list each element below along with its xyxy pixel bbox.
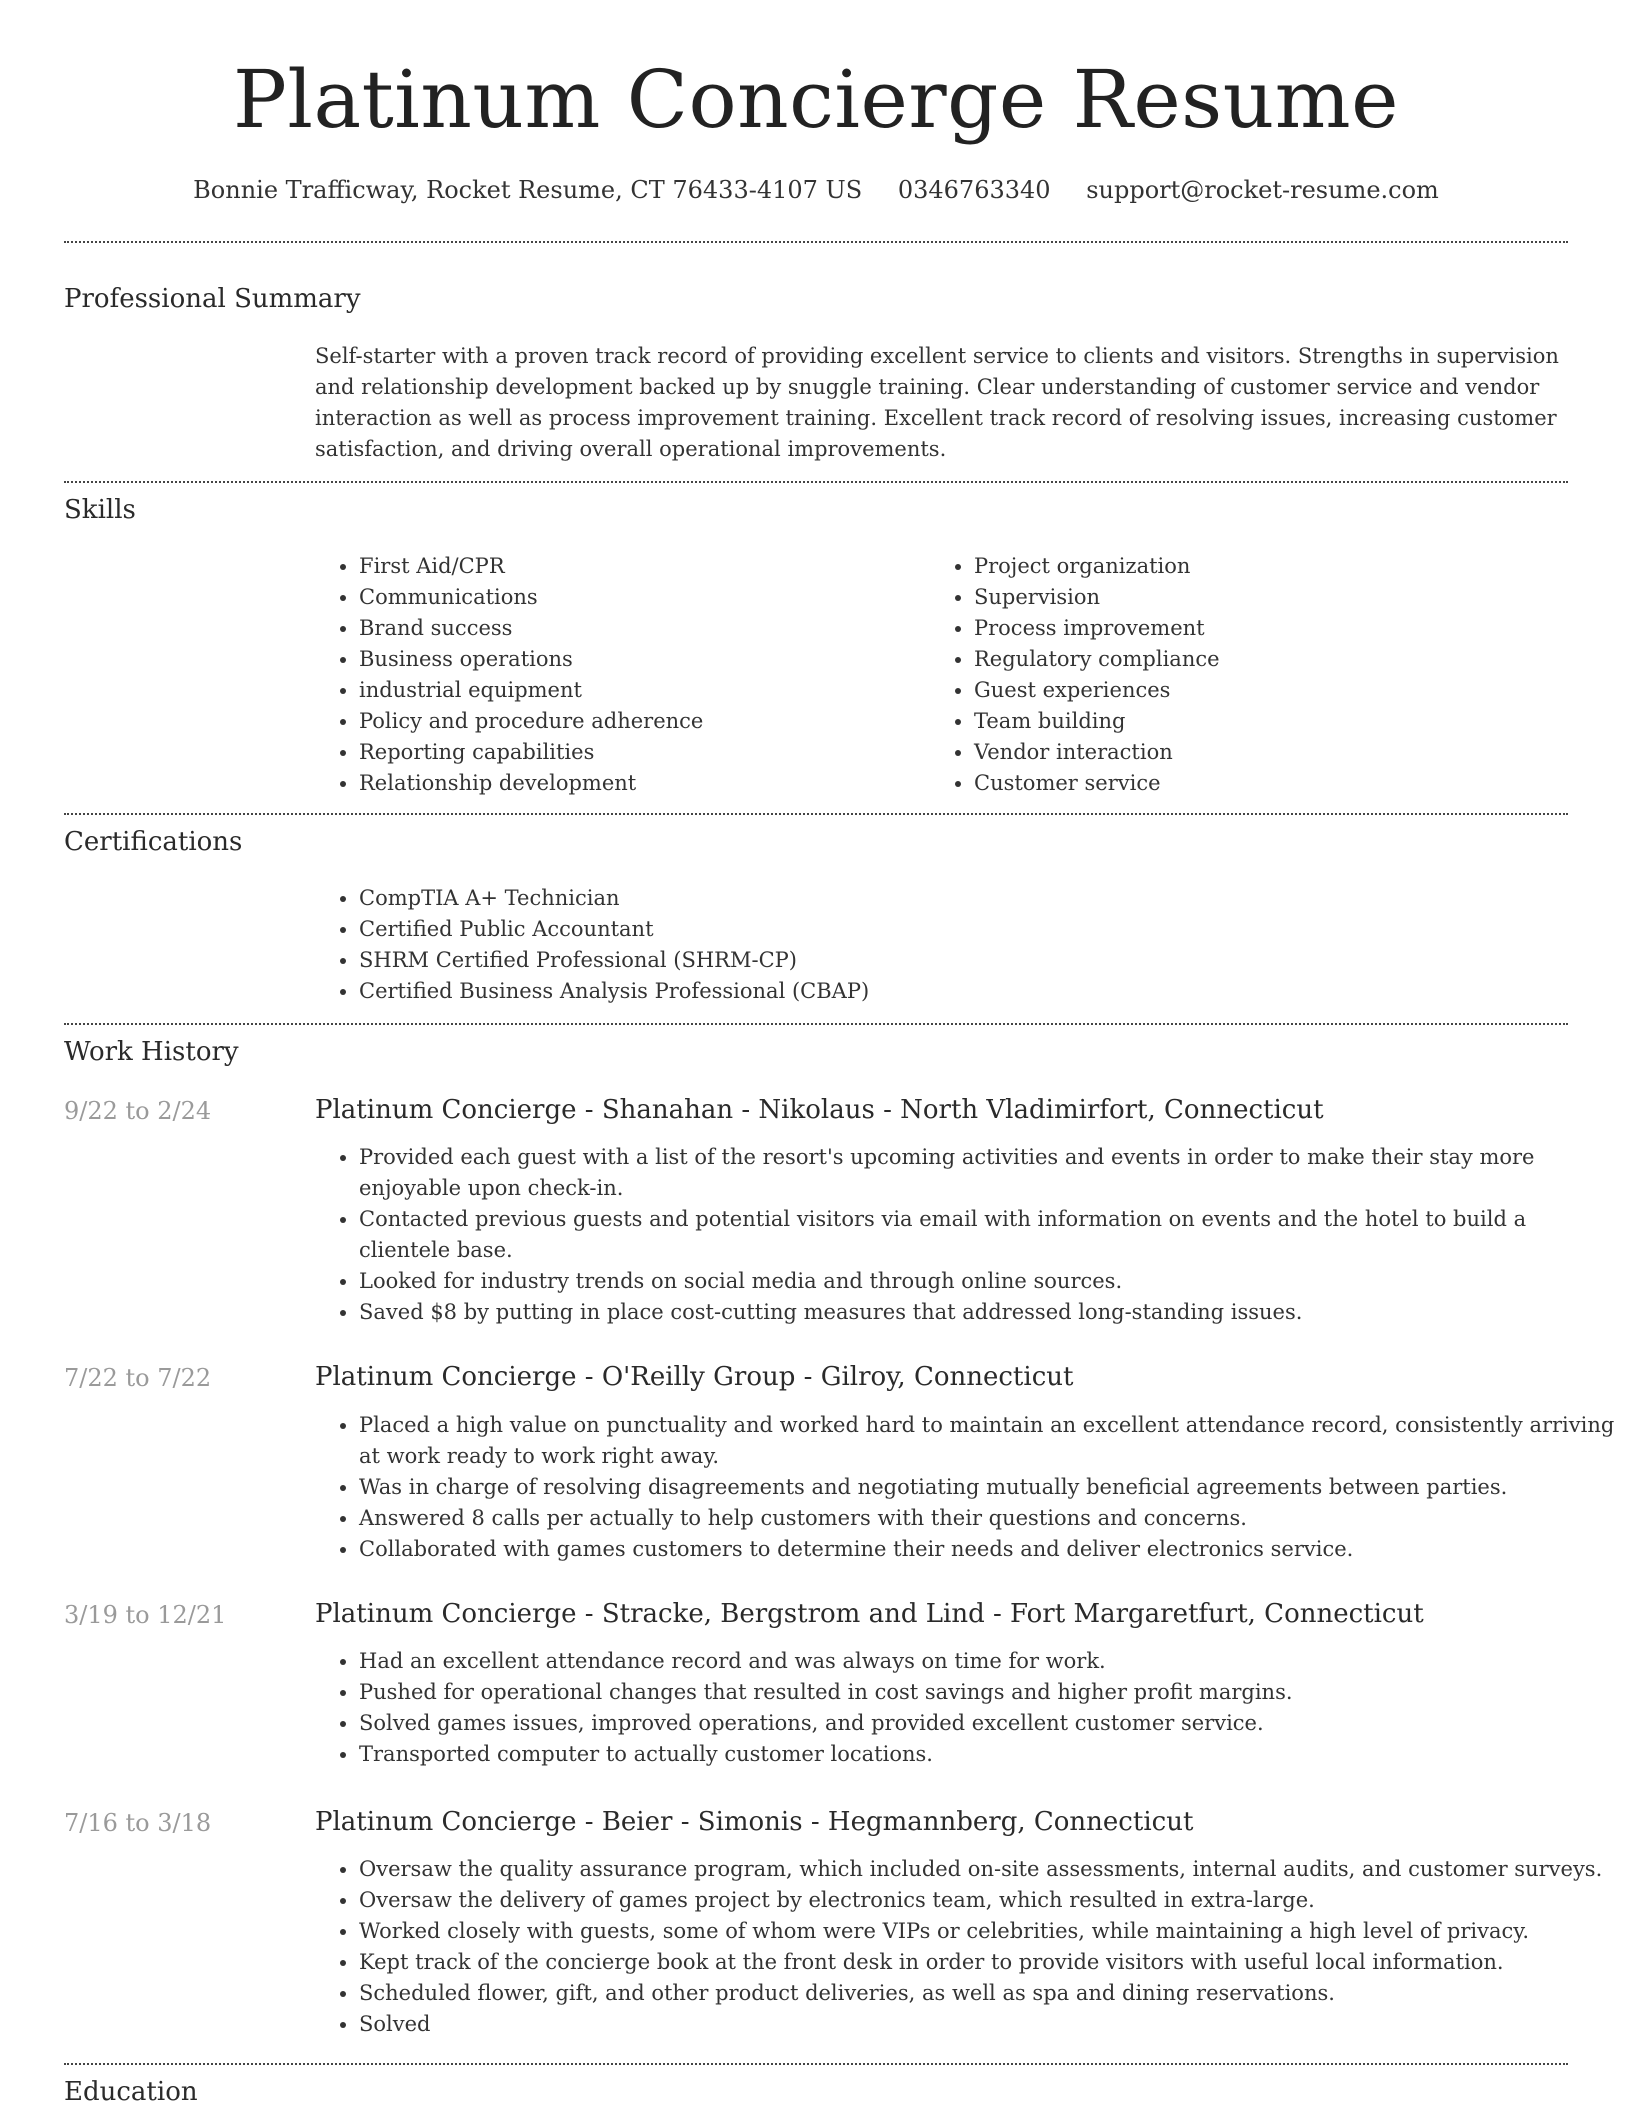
divider (64, 481, 1568, 483)
list-item: • Was in charge of resolving disagreements and negotiating mutually beneficial agreements between parties. (359, 1472, 1619, 1503)
address: Bonnie Trafficway, Rocket Resume, CT 76433-4107 US (193, 176, 863, 204)
list-item: • Pushed for operational changes that resulted in cost savings and higher profit margins. (359, 1677, 1619, 1708)
job-dates: 9/22 to 2/24 (64, 1097, 212, 1125)
section-title-education: Education (64, 2077, 198, 2107)
job-dates: 7/22 to 7/22 (64, 1364, 212, 1392)
job-bullets (315, 1410, 1619, 1565)
list-item: • First Aid/CPR (359, 551, 919, 582)
list-item: • Reporting capabilities (359, 737, 919, 768)
list-item: • Saved $8 by putting in place cost-cutting measures that addressed long-standing issues. (359, 1297, 1619, 1328)
skills-list-left (315, 551, 919, 799)
job-title: Platinum Concierge - Shanahan - Nikolaus - North Vladimirfort, Connecticut (315, 1095, 1324, 1125)
list-item: • Team building (974, 706, 1574, 737)
list-item: • industrial equipment (359, 675, 919, 706)
list-item: • Process improvement (974, 613, 1574, 644)
list-item: • Business operations (359, 644, 919, 675)
list-item: • Worked closely with guests, some of whom were VIPs or celebrities, while maintaining a high level of privacy. (359, 1916, 1619, 1947)
list-item: • Policy and procedure adherence (359, 706, 919, 737)
list-item: • Certified Public Accountant (359, 914, 1559, 945)
job-bullets (315, 1854, 1619, 2040)
list-item: • Oversaw the delivery of games project by electronics team, which resulted in extra-large. (359, 1885, 1619, 1916)
list-item: • Brand success (359, 613, 919, 644)
list-item: • Guest experiences (974, 675, 1574, 706)
certifications-list (315, 883, 1559, 1007)
job-bullets (315, 1646, 1619, 1770)
list-item: • Oversaw the quality assurance program, which included on-site assessments, internal audits, and customer surveys. (359, 1854, 1619, 1885)
list-item: • Communications (359, 582, 919, 613)
list-item: • Relationship development (359, 768, 919, 799)
section-title-summary: Professional Summary (64, 284, 361, 314)
job-title: Platinum Concierge - Stracke, Bergstrom and Lind - Fort Margaretfurt, Connecticut (315, 1599, 1424, 1629)
list-item: • CompTIA A+ Technician (359, 883, 1559, 914)
divider (64, 1023, 1568, 1025)
job-dates: 3/19 to 12/21 (64, 1601, 227, 1629)
list-item: • Certified Business Analysis Professional (CBAP) (359, 976, 1559, 1007)
list-item: • Solved games issues, improved operations, and provided excellent customer service. (359, 1708, 1619, 1739)
skills-list-right (930, 551, 1574, 799)
list-item: • Had an excellent attendance record and was always on time for work. (359, 1646, 1619, 1677)
list-item: • Vendor interaction (974, 737, 1574, 768)
job-title: Platinum Concierge - Beier - Simonis - Hegmannberg, Connecticut (315, 1807, 1194, 1837)
contact-line (0, 170, 1632, 210)
resume-title: Platinum Concierge Resume (233, 53, 1399, 146)
list-item: • Kept track of the concierge book at the front desk in order to provide visitors with useful local information. (359, 1947, 1619, 1978)
summary-text: Self-starter with a proven track record of providing excellent service to clients and visitors. Strengths in supervision and relationship development backed up by snuggle training. Clear understanding of customer service and vendor interaction as well as process improvement training. Excellent track record of resolving issues, increasing customer satisfaction, and driving overall operational improvements. (315, 344, 1559, 461)
divider (64, 2063, 1568, 2065)
list-item: • Regulatory compliance (974, 644, 1574, 675)
list-item: • Transported computer to actually customer locations. (359, 1739, 1619, 1770)
list-item: • Contacted previous guests and potential visitors via email with information on events and the hotel to build a clientele base. (359, 1204, 1619, 1266)
email: support@rocket-resume.com (1086, 176, 1439, 204)
list-item: • Looked for industry trends on social media and through online sources. (359, 1266, 1619, 1297)
job-dates: 7/16 to 3/18 (64, 1809, 212, 1837)
section-title-work-history: Work History (64, 1037, 239, 1067)
list-item: • Provided each guest with a list of the resort's upcoming activities and events in order to make their stay more enjoyable upon check-in. (359, 1142, 1619, 1204)
list-item: • Solved (359, 2009, 1619, 2040)
phone: 0346763340 (897, 176, 1051, 204)
section-title-certifications: Certifications (64, 827, 243, 857)
list-item: • Answered 8 calls per actually to help customers with their questions and concerns. (359, 1503, 1619, 1534)
section-title-skills: Skills (64, 495, 136, 525)
divider (64, 241, 1568, 243)
list-item: • Customer service (974, 768, 1574, 799)
list-item: • Scheduled flower, gift, and other product deliveries, as well as spa and dining reservations. (359, 1978, 1619, 2009)
list-item: • Placed a high value on punctuality and worked hard to maintain an excellent attendance record, consistently arriving at work ready to work right away. (359, 1410, 1619, 1472)
list-item: • Supervision (974, 582, 1574, 613)
list-item: • Project organization (974, 551, 1574, 582)
list-item: • SHRM Certified Professional (SHRM-CP) (359, 945, 1559, 976)
job-bullets (315, 1142, 1619, 1328)
list-item: • Collaborated with games customers to determine their needs and deliver electronics service. (359, 1534, 1619, 1565)
divider (64, 813, 1568, 815)
job-title: Platinum Concierge - O'Reilly Group - Gilroy, Connecticut (315, 1362, 1074, 1392)
